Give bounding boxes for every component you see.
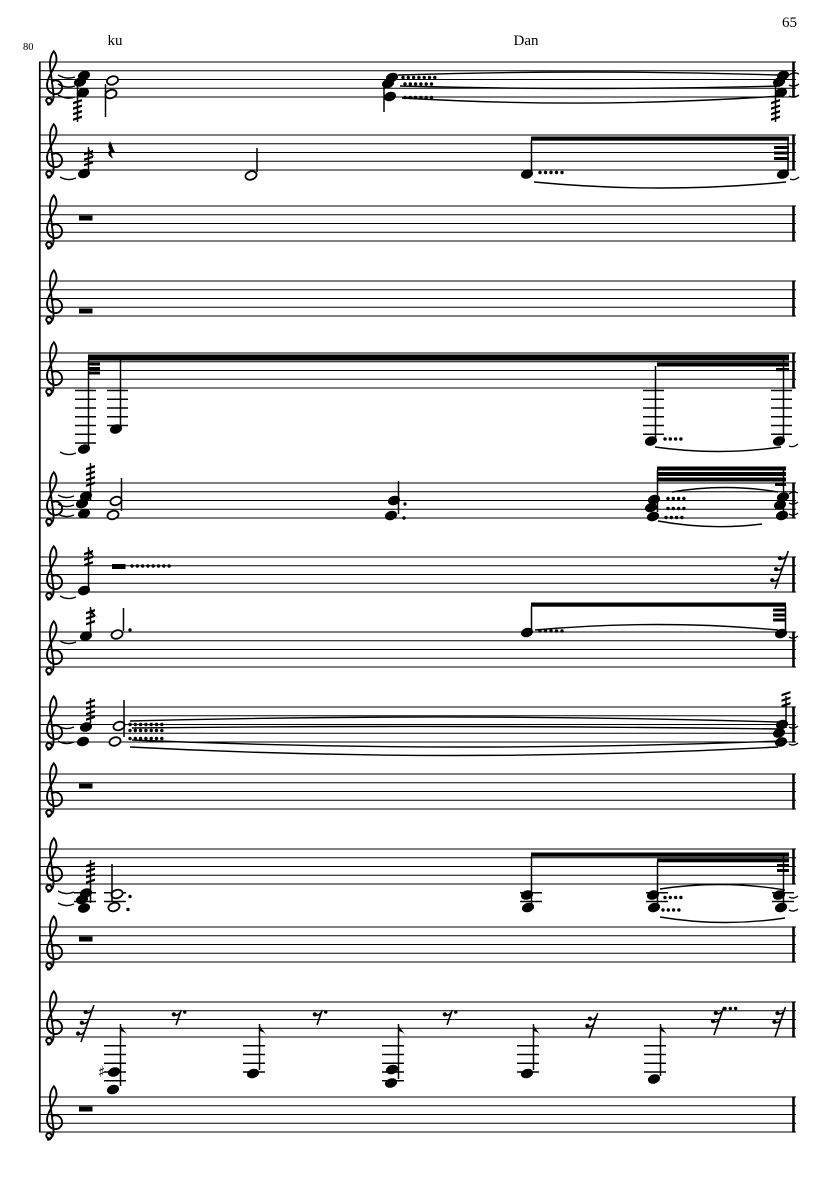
svg-text:♯: ♯	[98, 1063, 106, 1081]
measure-number: 80	[23, 42, 34, 53]
notation-layer	[39, 51, 799, 1139]
lyric-syllable: ku	[107, 33, 123, 49]
page-number: 65	[782, 15, 797, 31]
lyric-syllable: Dan	[513, 33, 539, 49]
